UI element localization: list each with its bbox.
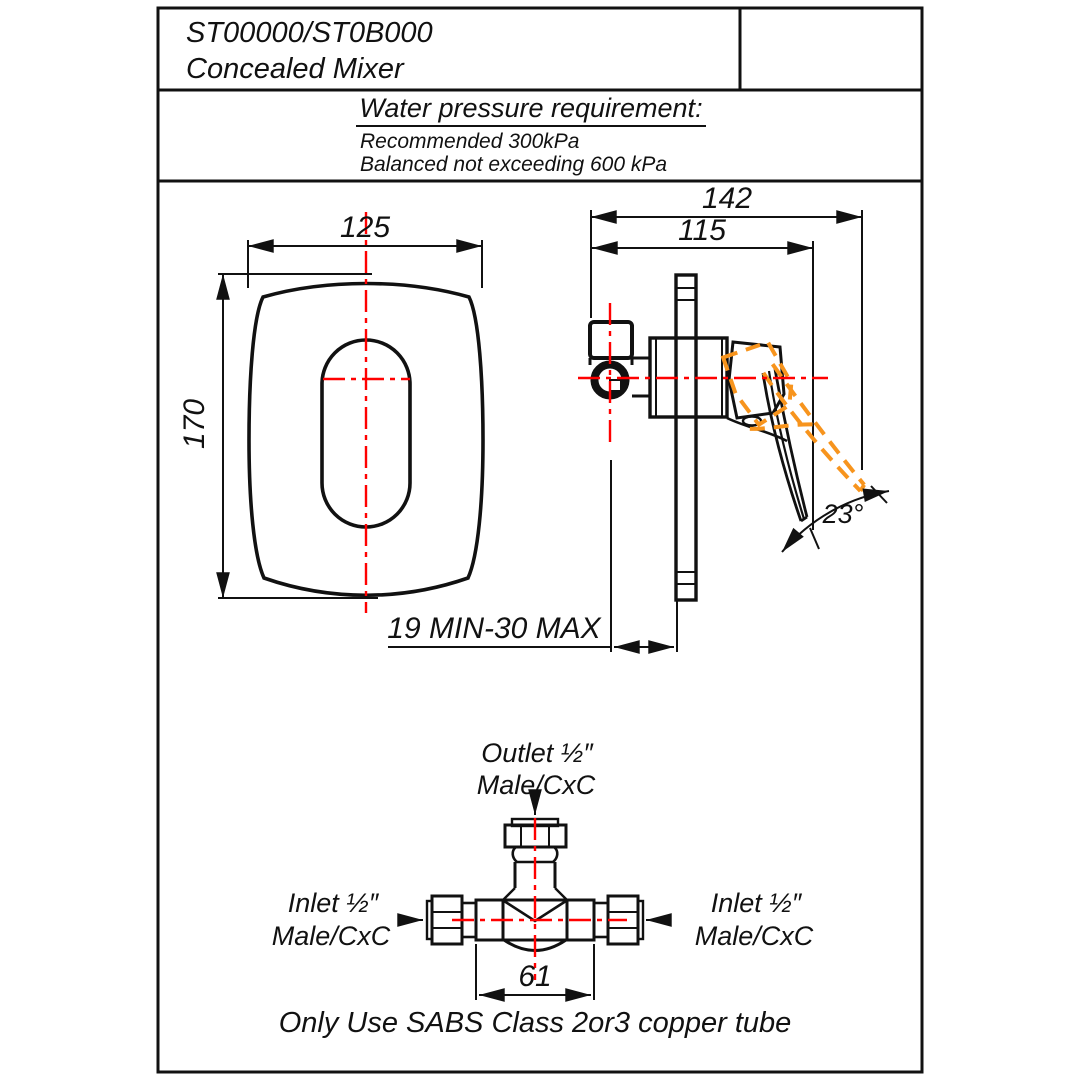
- inlet-left-label-size: Inlet ½″: [287, 888, 379, 918]
- pressure-heading: Water pressure requirement:: [359, 93, 703, 123]
- inlet-right-label-type: Male/CxC: [694, 921, 814, 951]
- pressure-section: [356, 93, 706, 176]
- copper-tube-note: Only Use SABS Class 2or3 copper tube: [278, 1007, 792, 1039]
- dim-depth-label: 19 MIN-30 MAX: [387, 612, 601, 645]
- dim-142-label: 142: [701, 182, 753, 215]
- dimension-125: [248, 211, 482, 288]
- front-view: [178, 211, 483, 613]
- model-number: ST00000/ST0B000: [186, 17, 433, 49]
- dim-115-label: 115: [678, 214, 726, 247]
- inlet-right-label-size: Inlet ½″: [710, 888, 802, 918]
- dim-61-label: 61: [518, 960, 552, 993]
- inlet-elbow: [590, 322, 650, 396]
- dim-170-label: 170: [178, 398, 211, 450]
- dim-125-label: 125: [339, 211, 391, 244]
- dimension-depth: [387, 460, 677, 652]
- wall-plate-section: [676, 275, 696, 600]
- fitting-view: [272, 738, 814, 1039]
- handle-solid: [727, 342, 807, 521]
- inlet-left-label-type: Male/CxC: [271, 921, 391, 951]
- outlet-label-size: Outlet ½″: [481, 738, 593, 768]
- pressure-recommended: Recommended 300kPa: [360, 130, 580, 153]
- pressure-balanced: Balanced not exceeding 600 kPa: [360, 153, 668, 176]
- dimension-142: [591, 182, 862, 217]
- title-block: [186, 17, 433, 85]
- dimension-170: [178, 274, 378, 598]
- product-name: Concealed Mixer: [186, 53, 404, 85]
- outlet-label-type: Male/CxC: [476, 770, 596, 800]
- dim-angle-label: 23°: [822, 499, 864, 529]
- dimension-115: [592, 214, 813, 248]
- pipe-ring-notch: [610, 380, 621, 391]
